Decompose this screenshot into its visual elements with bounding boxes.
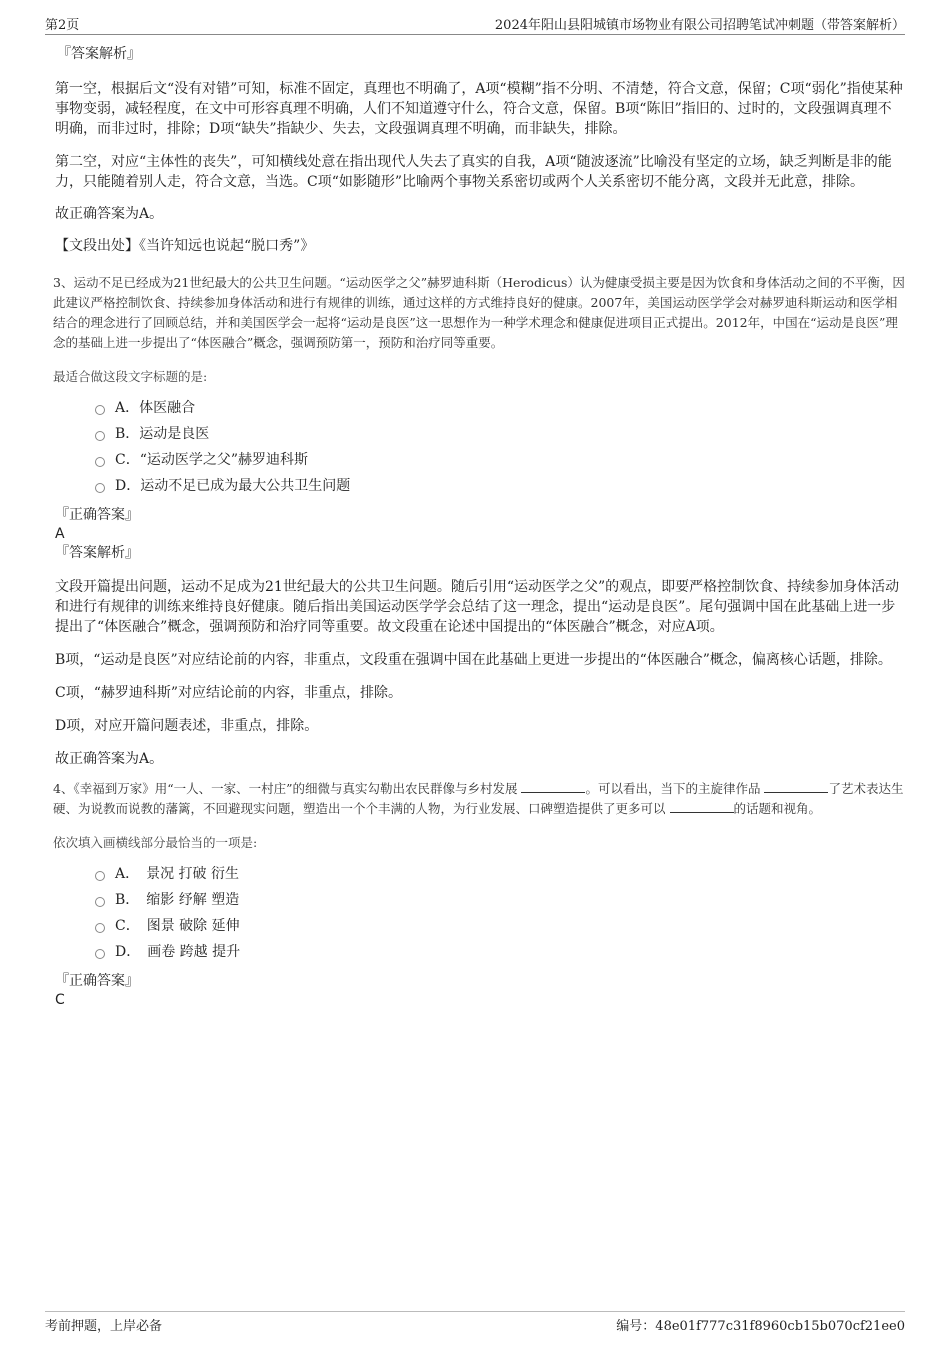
q2-source: 【文段出处】《当许知远也说起“脱口秀”》 — [55, 238, 315, 254]
radio-icon[interactable] — [95, 897, 105, 907]
q4-option-b[interactable]: B． 缩影 纾解 塑造 — [95, 887, 905, 913]
q3-option-d[interactable]: D．运动不足已成为最大公共卫生问题 — [95, 473, 905, 499]
document-title: 2024年阳山县阳城镇市场物业有限公司招聘笔试冲刺题（带答案解析） — [494, 18, 905, 33]
page-number: 第2页 — [45, 18, 80, 33]
q3-conclusion: 故正确答案为A。 — [55, 751, 164, 767]
q3-stem: 3、运动不足已经成为21世纪最大的公共卫生问题。“运动医学之父”赫罗迪科斯（Herodicus）认为健康受损主要是因为饮食和身体活动之间的不平衡，因此建议严格控制饮食、持续参加身体活动和进行有规律的训练，通过这样的方式维持良好的健康。2007年，美国运动医学学会对赫罗迪科斯运动和医学相结合的理念进行了回顾总结，并和美国医学会一起将“运动是良医”这一思想作为一种学术理念和健康促进项目正式提出。2012年，中国在“运动是良医”理念的基础上进一步提出了“体医融合”概念，强调预防第一，预防和治疗同等重要。 — [53, 275, 905, 350]
q3-options — [55, 395, 905, 499]
q4-option-d[interactable]: D． 画卷 跨越 提升 — [95, 939, 905, 965]
q3-option-b[interactable]: B．运动是良医 — [95, 421, 905, 447]
page-footer — [45, 1311, 905, 1334]
q4-options — [55, 861, 905, 965]
radio-icon[interactable] — [95, 431, 105, 441]
q3-option-a[interactable]: A．体医融合 — [95, 395, 905, 421]
radio-icon[interactable] — [95, 483, 105, 493]
radio-icon[interactable] — [95, 949, 105, 959]
q2-analysis-para-1: 第一空，根据后文“没有对错”可知，标准不固定，真理也不明确了，A项“模糊”指不分明、不清楚，符合文意，保留；C项“弱化”指使某种事物变弱，减轻程度，在文中可形容真理不明确，人们不知道遵守什么，符合文意，保留。B项“陈旧”指旧的、过时的，文段强调真理不明确，而非过时，排除；D项“缺失”指缺少、失去，文段强调真理不明确，而非缺失，排除。 — [55, 81, 903, 137]
q4-option-a[interactable]: A． 景况 打破 衍生 — [95, 861, 905, 887]
q4-stem: 4、《幸福到万家》用“一人、一家、一村庄”的细微与真实勾勒出农民群像与乡村发展 。可以看出，当下的主旋律作品 了艺术表达生硬、为说教而说教的藩篱，不回避现实问题，塑造出一个个丰满的人物，为行业发展、口碑塑造提供了更多可以 的话题和视角。 — [53, 781, 904, 816]
page-content — [55, 44, 905, 1009]
q3-prompt: 最适合做这段文字标题的是: — [53, 369, 208, 384]
q3-option-c[interactable]: C．“运动医学之父”赫罗迪科斯 — [95, 447, 905, 473]
radio-icon[interactable] — [95, 871, 105, 881]
q3-analysis-para-4: D项，对应开篇问题表述，非重点，排除。 — [55, 718, 319, 734]
q3-analysis-para-1: 文段开篇提出问题，运动不足成为21世纪最大的公共卫生问题。随后引用“运动医学之父”的观点，即要严格控制饮食、持续参加身体活动和进行有规律的训练来维持良好健康。随后指出美国运动医学学会总结了这一理念，提出“运动是良医”。尾句强调中国在此基础上进一步提出了“体医融合”概念，强调预防和治疗同等重要。故文段重在论述中国提出的“体医融合”概念，对应A项。 — [55, 579, 900, 635]
q3-answer: A — [55, 526, 65, 542]
fill-blank-1 — [521, 780, 585, 793]
q2-conclusion: 故正确答案为A。 — [55, 206, 164, 222]
footer-slogan: 考前押题，上岸必备 — [45, 1319, 163, 1334]
document-id: 编号：48e01f777c31f8960cb15b070cf21ee0 — [616, 1319, 905, 1334]
q4-answer-label: 『正确答案』 — [55, 973, 139, 989]
q3-analysis-label: 『答案解析』 — [55, 545, 139, 561]
fill-blank-2 — [764, 780, 828, 793]
q4-option-c[interactable]: C． 图景 破除 延伸 — [95, 913, 905, 939]
q4-prompt: 依次填入画横线部分最恰当的一项是: — [53, 835, 258, 850]
radio-icon[interactable] — [95, 457, 105, 467]
q2-analysis-para-2: 第二空，对应“主体性的丧失”，可知横线处意在指出现代人失去了真实的自我，A项“随波逐流”比喻没有坚定的立场，缺乏判断是非的能力，只能随着别人走，符合文意，当选。C项“如影随形”比喻两个事物关系密切或两个人关系密切不能分离，文段并无此意，排除。 — [55, 154, 892, 190]
q4-answer: C — [55, 992, 65, 1008]
q3-analysis-para-3: C项，“赫罗迪科斯”对应结论前的内容，非重点，排除。 — [55, 685, 403, 701]
q3-answer-label: 『正确答案』 — [55, 507, 139, 523]
radio-icon[interactable] — [95, 923, 105, 933]
q3-analysis-para-2: B项，“运动是良医”对应结论前的内容，非重点，文段重在强调中国在此基础上更进一步提出的“体医融合”概念，偏离核心话题，排除。 — [55, 652, 892, 668]
radio-icon[interactable] — [95, 405, 105, 415]
page-header — [45, 14, 905, 35]
q2-analysis-label: 『答案解析』 — [57, 46, 141, 62]
fill-blank-3 — [670, 800, 734, 813]
